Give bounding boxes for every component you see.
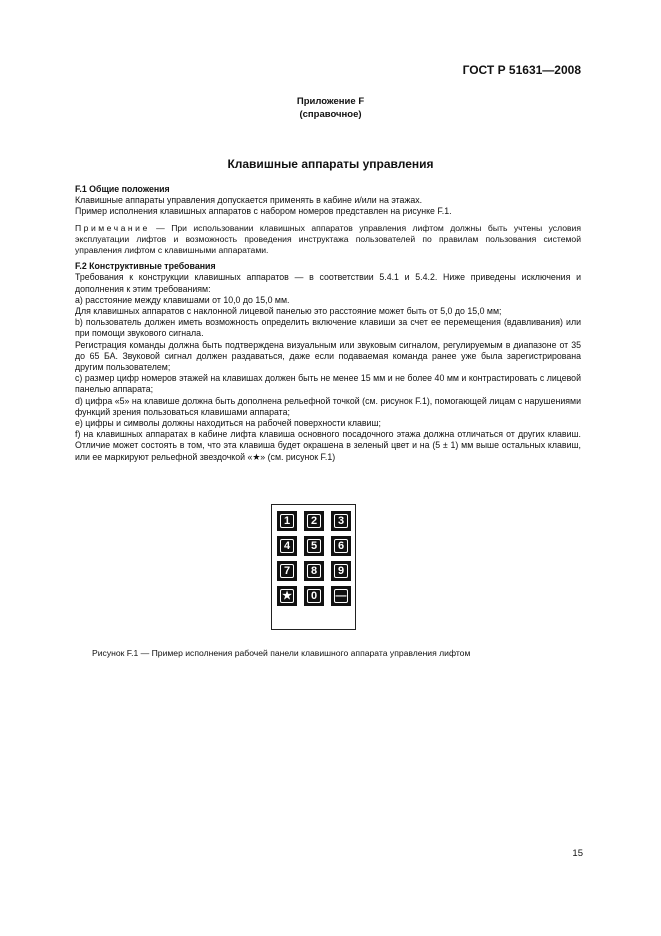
section-heading-f2: F.2 Конструктивные требования (75, 261, 216, 272)
key-7 (277, 561, 297, 581)
key-label: 2 (307, 514, 321, 528)
key-8 (304, 561, 324, 581)
list-item-f: f) на клавишных аппаратах в кабине лифта клавиша основного посадочного этажа должна отличаться от других клавиш. Отличие может состоять в том, что эта клавиша будет окрашена в зеленый цвет и на (5 ± 1) мм выше остальных клавиш, или ее маркируют рельефной звездочкой «★» (см. рисунок F.1) (75, 429, 581, 462)
list-item-e: e) цифры и символы должны находиться на рабочей поверхности клавиш; (75, 418, 381, 429)
key-label: 5 (307, 539, 321, 553)
key-3 (331, 511, 351, 531)
paragraph: Регистрация команды должна быть подтверждена визуальным или звуковым сигналом, регулируемым в диапазоне от 35 до 65 БА. Звуковой сигнал должен раздаваться, даже если подаваемая команда ранее уже была зарегистрирована другим пользователем; (75, 339, 581, 373)
list-item-b: b) пользователь должен иметь возможность определить включение клавиши за счет ее перемещения (вдавливания) или при помощи звукового сигнала. (75, 317, 581, 339)
key-label: 0 (307, 589, 321, 603)
paragraph: Требования к конструкции клавишных аппаратов — в соответствии 5.4.1 и 5.4.2. Ниже приведены исключения и дополнения к этим требованиям: (75, 272, 581, 294)
document-code: ГОСТ Р 51631—2008 (462, 63, 581, 77)
list-item-d: d) цифра «5» на клавише должна быть дополнена рельефной точкой (см. рисунок F.1), помогающей лицам с нарушениями функций зрения пользоваться клавишами аппарата; (75, 395, 581, 417)
key-4 (277, 536, 297, 556)
key-label: 6 (334, 539, 348, 553)
key-0 (304, 586, 324, 606)
key-label: 1 (280, 514, 294, 528)
star-icon: ★ (280, 589, 294, 603)
key-label: 3 (334, 514, 348, 528)
dash-icon: — (335, 589, 347, 602)
note-text: — При использовании клавишных аппаратов управления лифтом должны быть учтены условия эксплуатации лифтов и возможность проведения инструктажа пользователей по правилам пользования системой управления лифтом с клавишными аппаратами. (75, 222, 581, 256)
key-star (277, 586, 297, 606)
key-label: 9 (334, 564, 348, 578)
key-2 (304, 511, 324, 531)
annex-title: Приложение F (296, 96, 365, 107)
key-9 (331, 561, 351, 581)
paragraph: Пример исполнения клавишных аппаратов с набором номеров представлен на рисунке F.1. (75, 206, 452, 217)
key-dash (331, 586, 351, 606)
document-body (75, 184, 581, 463)
paragraph: Клавишные аппараты управления допускается применять в кабине и/или на этажах. (75, 195, 423, 206)
list-item-a: a) расстояние между клавишами от 10,0 до 15,0 мм. (75, 294, 290, 305)
figure-caption: Рисунок F.1 — Пример исполнения рабочей панели клавишного аппарата управления лифтом (92, 648, 471, 658)
paragraph: Для клавишных аппаратов с наклонной лицевой панелью это расстояние может быть от 5,0 до 15,0 мм; (75, 306, 502, 317)
annex-kind: (справочное) (299, 109, 362, 120)
key-label: 4 (280, 539, 294, 553)
note (75, 223, 581, 257)
key-label: 7 (280, 564, 294, 578)
keypad-figure (271, 504, 356, 630)
key-label: 8 (307, 564, 321, 578)
page-number: 15 (572, 848, 583, 859)
note-label: Примечание (75, 222, 150, 233)
key-1 (277, 511, 297, 531)
key-6 (331, 536, 351, 556)
key-5 (304, 536, 324, 556)
list-item-c: c) размер цифр номеров этажей на клавишах должен быть не менее 15 мм и не более 40 мм и контрастировать с лицевой панелью аппарата; (75, 373, 581, 395)
section-title: Клавишные аппараты управления (227, 157, 434, 171)
keypad-keys (277, 511, 351, 606)
section-heading-f1: F.1 Общие положения (75, 184, 170, 194)
